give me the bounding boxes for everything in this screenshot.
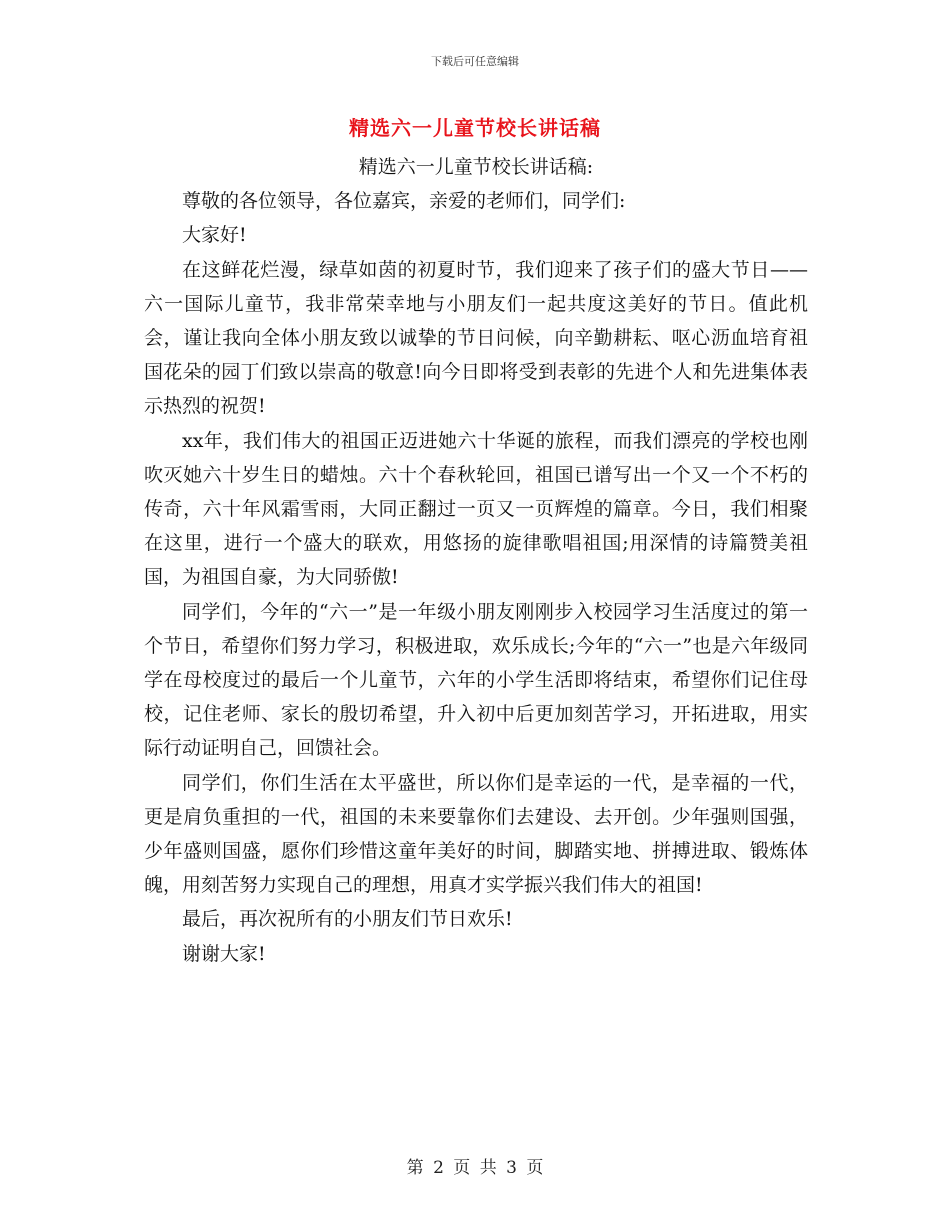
greeting: 大家好! (182, 224, 247, 247)
header-note: 下载后可任意编辑 (431, 55, 519, 68)
paragraph-opening: 在这鲜花烂漫，绿草如茵的初夏时节，我们迎来了孩子们的盛大节日——六一国际儿童节，我非常荣幸地与小朋友们一起共度这美好的节日。值此机会，谨让我向全体小朋友致以诚挚的节日问候，向辛勤耕耘、呕心沥血培育祖国花朵的园丁们致以崇高的敬意!向今日即将受到表彰的先进个人和先进集体表示热烈的祝贺! (144, 258, 808, 418)
paragraph-anniversary: xx年，我们伟大的祖国正迈进她六十华诞的旅程，而我们漂亮的学校也刚吹灭她六十岁生日的蜡烛。六十个春秋轮回，祖国已谱写出一个又一个不朽的传奇，六十年风霜雪雨，大同正翻过一页又一页辉煌的篇章。今日，我们相聚在这里，进行一个盛大的联欢，用悠扬的旋律歌唱祖国;用深情的诗篇赞美祖国，为祖国自豪，为大同骄傲! (144, 429, 808, 589)
paragraph-students: 同学们，今年的“六一”是一年级小朋友刚刚步入校园学习生活度过的第一个节日，希望你们努力学习，积极进取，欢乐成长;今年的“六一”也是六年级同学在母校度过的最后一个儿童节，六年的小学生活即将结束，希望你们记住母校，记住老师、家长的殷切希望，升入初中后更加刻苦学习，开拓进取，用实际行动证明自己，回馈社会。 (144, 600, 808, 760)
page-number: 第 2 页 共 3 页 (406, 1158, 544, 1178)
closing-thanks: 谢谢大家! (182, 942, 266, 965)
closing-wish: 最后，再次祝所有的小朋友们节日欢乐! (182, 908, 513, 931)
salutation: 尊敬的各位领导，各位嘉宾，亲爱的老师们，同学们: (182, 190, 626, 213)
document-subtitle: 精选六一儿童节校长讲话稿: (358, 156, 594, 178)
document-title: 精选六一儿童节校长讲话稿 (349, 116, 601, 140)
paragraph-future: 同学们，你们生活在太平盛世，所以你们是幸运的一代，是幸福的一代，更是肩负重担的一代，祖国的未来要靠你们去建设、去开创。少年强则国强，少年盛则国盛，愿你们珍惜这童年美好的时间，脚踏实地、拼搏进取、锻炼体魄，用刻苦努力实现自己的理想，用真才实学振兴我们伟大的祖国! (144, 771, 808, 897)
document-body (144, 150, 808, 971)
